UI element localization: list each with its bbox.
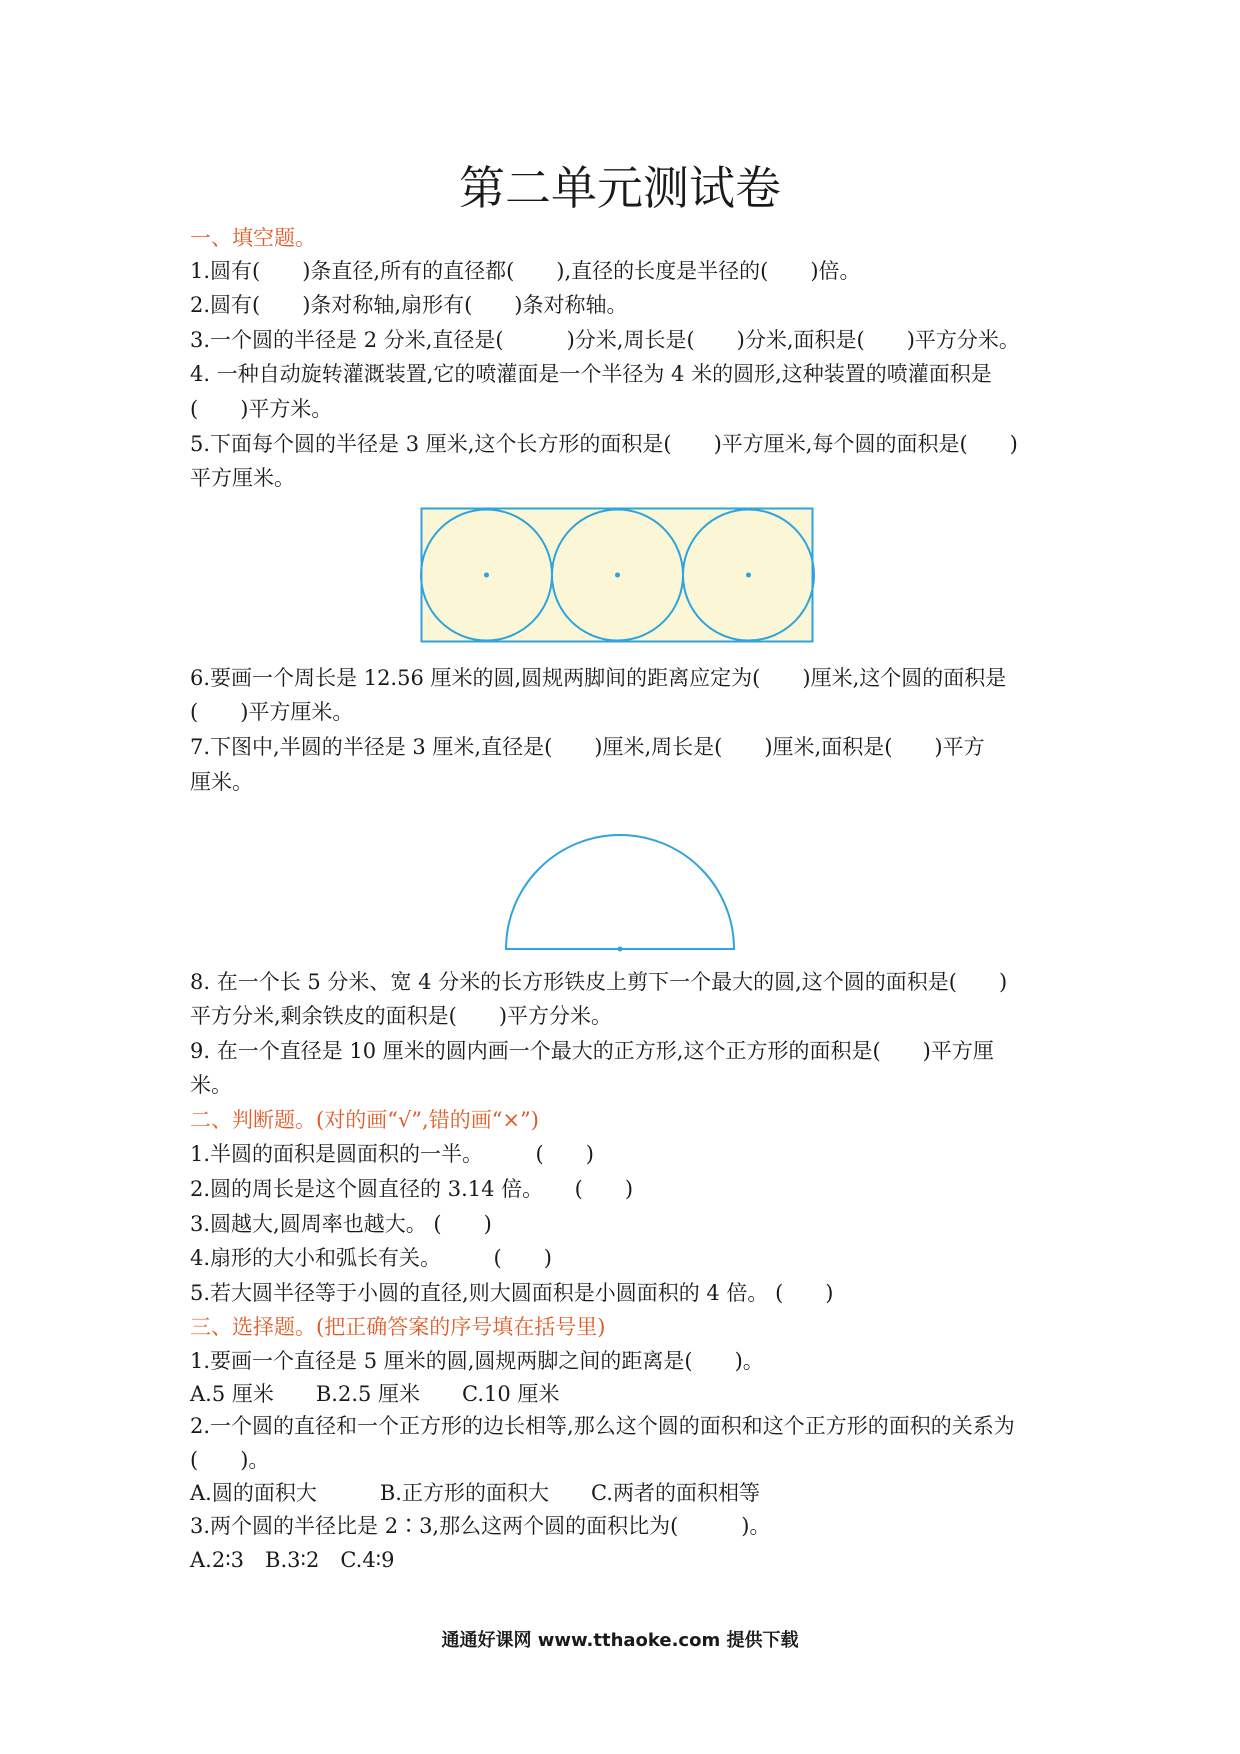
page-title: 第二单元测试卷 bbox=[459, 161, 781, 215]
question-1-9-line2: 米。 bbox=[190, 1073, 232, 1097]
question-1-5-line2: 平方厘米。 bbox=[190, 466, 295, 490]
question-2-1: 1.半圆的面积是圆面积的一半。 ( ) bbox=[190, 1142, 594, 1166]
question-1-2: 2.圆有( )条对称轴,扇形有( )条对称轴。 bbox=[190, 293, 628, 317]
section-heading-fill-in: 一、填空题。 bbox=[190, 226, 316, 250]
question-3-2-options: A.圆的面积大 B.正方形的面积大 C.两者的面积相等 bbox=[190, 1481, 760, 1505]
question-2-3: 3.圆越大,圆周率也越大。 ( ) bbox=[190, 1212, 492, 1236]
question-1-4-line2: ( )平方米。 bbox=[190, 397, 333, 421]
figure-center-2 bbox=[615, 573, 620, 578]
question-2-5: 5.若大圆半径等于小圆的直径,则大圆面积是小圆面积的 4 倍。 ( ) bbox=[190, 1281, 834, 1305]
question-1-7-line2: 厘米。 bbox=[190, 770, 253, 794]
question-3-3-options: A.2∶3 B.3∶2 C.4∶9 bbox=[190, 1548, 395, 1572]
three-circles-rectangle-figure bbox=[420, 507, 820, 645]
footer-source: 通通好课网 www.tthaoke.com 提供下载 bbox=[441, 1630, 799, 1651]
semicircle-center bbox=[618, 947, 623, 952]
question-1-6-line1: 6.要画一个周长是 12.56 厘米的圆,圆规两脚间的距离应定为( )厘米,这个圆的面积是 bbox=[190, 666, 1007, 690]
section-heading-true-false: 二、判断题。(对的画“√”,错的画“×”) bbox=[190, 1108, 539, 1132]
question-1-8-line2: 平方分米,剩余铁皮的面积是( )平方分米。 bbox=[190, 1004, 613, 1028]
figure-center-3 bbox=[746, 573, 751, 578]
question-1-8-line1: 8. 在一个长 5 分米、宽 4 分米的长方形铁皮上剪下一个最大的圆,这个圆的面积是( ) bbox=[190, 970, 1008, 994]
question-1-6-line2: ( )平方厘米。 bbox=[190, 700, 354, 724]
question-2-4: 4.扇形的大小和弧长有关。 ( ) bbox=[190, 1246, 552, 1270]
question-1-4-line1: 4. 一种自动旋转灌溉装置,它的喷灌面是一个半径为 4 米的圆形,这种装置的喷灌面积是 bbox=[190, 362, 992, 386]
figure-center-1 bbox=[484, 573, 489, 578]
question-2-2: 2.圆的周长是这个圆直径的 3.14 倍。 ( ) bbox=[190, 1177, 634, 1201]
semicircle-figure bbox=[500, 830, 740, 956]
question-3-2-line1: 2.一个圆的直径和一个正方形的边长相等,那么这个圆的面积和这个正方形的面积的关系为 bbox=[190, 1414, 1015, 1438]
question-3-2-line2: ( )。 bbox=[190, 1448, 270, 1472]
semicircle-arc bbox=[506, 835, 734, 949]
question-1-7-line1: 7.下图中,半圆的半径是 3 厘米,直径是( )厘米,周长是( )厘米,面积是( )平方 bbox=[190, 735, 985, 759]
question-1-1: 1.圆有( )条直径,所有的直径都( ),直径的长度是半径的( )倍。 bbox=[190, 259, 861, 283]
question-3-1-options: A.5 厘米 B.2.5 厘米 C.10 厘米 bbox=[190, 1382, 560, 1406]
question-1-9-line1: 9. 在一个直径是 10 厘米的圆内画一个最大的正方形,这个正方形的面积是( )平方厘 bbox=[190, 1039, 994, 1063]
question-3-1: 1.要画一个直径是 5 厘米的圆,圆规两脚之间的距离是( )。 bbox=[190, 1349, 764, 1373]
section-heading-multiple-choice: 三、选择题。(把正确答案的序号填在括号里) bbox=[190, 1315, 606, 1339]
question-1-5-line1: 5.下面每个圆的半径是 3 厘米,这个长方形的面积是( )平方厘米,每个圆的面积是( ) bbox=[190, 432, 1018, 456]
question-1-3: 3.一个圆的半径是 2 分米,直径是( )分米,周长是( )分米,面积是( )平方分米。 bbox=[190, 328, 1020, 352]
question-3-3: 3.两个圆的半径比是 2∶3,那么这两个圆的面积比为( )。 bbox=[190, 1514, 771, 1538]
